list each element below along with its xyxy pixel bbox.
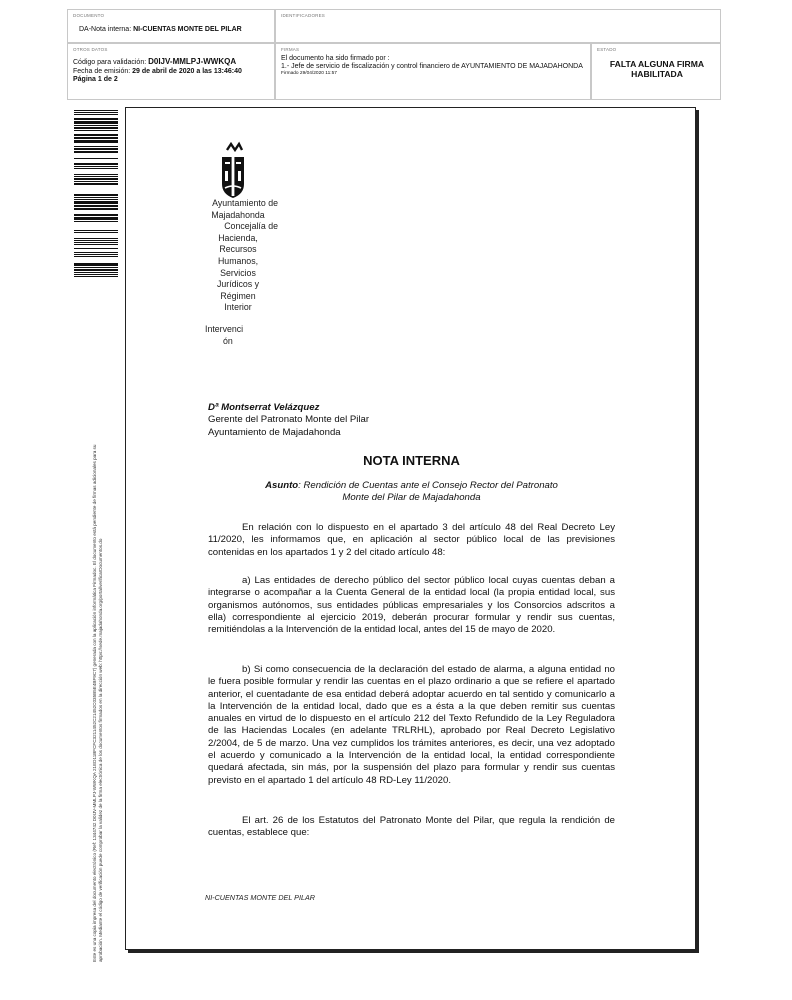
barcode-bar <box>74 274 118 275</box>
barcode-bar <box>74 263 118 266</box>
barcode-bar <box>74 208 118 210</box>
barcode-bar <box>74 130 118 131</box>
barcode-bar <box>74 112 118 113</box>
barcode-bar <box>74 158 118 159</box>
barcode-bar <box>74 197 118 198</box>
barcode-bar <box>74 118 118 120</box>
recipient-role: Gerente del Patronato Monte del Pilar <box>208 414 370 426</box>
barcode-bar <box>74 238 118 239</box>
identificadores-box <box>275 9 721 43</box>
barcode-bar <box>74 248 118 249</box>
paragraph-4: El art. 26 de los Estatutos del Patronato Monte del Pilar, que regula la rendición de cuentas, establece que: <box>208 815 615 839</box>
barcode-bar <box>74 230 118 231</box>
barcode-bar <box>74 214 118 216</box>
majadahonda-logo-icon <box>213 140 253 202</box>
pagina: Página 1 de 2 <box>73 76 118 84</box>
document-title: NOTA INTERNA <box>363 453 460 468</box>
barcode-bar <box>74 183 118 185</box>
verification-side-text: Este es una copia impresa del documento electrónico (Ref: 1344742 D0IJV-MMLPJ-WWKQA 21ED11BFCFC3211452C21452C035B5E4BF9C7) generada con la aplicación informática Firmadoc. El documento está pendiente de firmas adicionales para su aprobación. Mediante el código de verificación puede comprobar la validez de la firma electrónica de los documentos firmados en la dirección web: https://sede.majadahonda.org/portal/verificarDocumentos.do <box>92 444 104 962</box>
barcode-bar <box>74 148 118 150</box>
footer-note: NI-CUENTAS MONTE DEL PILAR <box>205 893 315 902</box>
barcode-bar <box>74 269 118 271</box>
documento-label: DOCUMENTO <box>73 13 105 18</box>
barcode-bar <box>74 174 118 175</box>
barcode-bar <box>74 166 118 167</box>
barcode-bar <box>74 267 118 268</box>
barcode-bar <box>74 181 118 182</box>
barcode-bar <box>74 168 118 169</box>
department-sidebar: Ayuntamiento de Majadahonda Concejalía de Hacienda, Recursos Humanos, Servicios Jurídicos y Régimen Interior <box>211 198 278 313</box>
documento-value: DA-Nota interna: NI-CUENTAS MONTE DEL PILAR <box>79 26 242 33</box>
barcode-bar <box>74 252 118 253</box>
subject-block: Asunto: Rendición de Cuentas ante el Consejo Rector del Patronato Monte del Pilar de Majadahonda <box>265 480 558 504</box>
barcode-bar <box>74 146 118 147</box>
otros-datos-box <box>67 43 275 100</box>
codigo-validacion: Código para validación: D0IJV-MMLPJ-WWKQA <box>73 57 237 66</box>
recipient-block <box>208 402 615 439</box>
barcode-bar <box>74 232 118 233</box>
barcode-bar <box>74 114 118 115</box>
barcode-bar <box>74 134 118 136</box>
recipient-org: Ayuntamiento de Majadahonda <box>208 426 341 438</box>
intervencion-label: Intervenci ón <box>205 324 244 346</box>
barcode-bar <box>74 242 118 243</box>
barcode-bar <box>74 272 118 273</box>
identificadores-label: IDENTIFICADORES <box>281 13 326 18</box>
barcode-bar <box>74 137 118 139</box>
barcode-bar <box>74 176 118 177</box>
documento-box <box>67 9 275 43</box>
barcode-bar <box>74 151 118 153</box>
barcode-bar <box>74 256 118 257</box>
barcode-bar <box>74 178 118 180</box>
subject-label: Asunto <box>265 480 299 491</box>
validation-info <box>73 58 242 85</box>
barcode-bar <box>74 199 118 200</box>
barcode-bar <box>74 163 118 165</box>
barcode-bar <box>74 125 118 126</box>
barcode-bar <box>74 201 118 204</box>
barcode-bar <box>74 254 118 255</box>
barcode-bar <box>74 240 118 241</box>
estado-value: FALTA ALGUNA FIRMA HABILITADA <box>609 59 705 80</box>
barcode-bar <box>74 276 118 277</box>
barcode-bar <box>74 217 118 220</box>
barcode-bar <box>74 140 118 143</box>
firmas-box <box>275 43 591 100</box>
estado-box <box>591 43 721 100</box>
estado-label: ESTADO <box>597 47 617 52</box>
barcode-bar <box>74 121 118 124</box>
barcode-bar <box>74 205 118 207</box>
fecha-emision: Fecha de emisión: 29 de abril de 2020 a las 13:46:40 <box>73 67 242 75</box>
barcode-bar <box>74 244 118 245</box>
barcode-bar <box>74 221 118 222</box>
firmas-label: FIRMAS <box>281 47 300 52</box>
paragraph-a: a) Las entidades de derecho público del sector público local cuyas cuentas deban a integrarse o acompañar a la Cuenta General de la entidad local (la propia entidad local, sus organismos autónomos, sus entidades públicas empresariales y los Consorcios adscritos a ella) correspondiente al ejercicio 2019, deberán procurar formular y rendir sus cuentas, remitiéndolas a la Intervención de la entidad local, antes del 15 de mayo de 2020. <box>208 575 615 636</box>
otros-datos-label: OTROS DATOS <box>73 47 108 52</box>
barcode-bar <box>74 194 118 196</box>
paragraph-b: b) Si como consecuencia de la declaración del estado de alarma, a alguna entidad no le fuera posible formular y rendir las cuentas en el plazo ordinario a que se refiere el apartado anterior, el cuentadante de esa entidad deberá adoptar acuerdo en tal sentido y comunicarlo a la Intervención de la entidad local, dado que es a ésta a la que deben remitir sus cuentas anuales en virtud de lo dispuesto en el artículo 212 del Texto Refundido de la Ley Reguladora de las Haciendas Locales (en adelante TRLRHL), aprobado por Real Decreto Legislativo 2/2004, de 5 de marzo. Una vez cumplidos los trámites anteriores, es decir, una vez adoptado el acuerdo y comunicado a la Intervención de la entidad local, la entidad correspondiente quedará afectada, sin más, por la suspensión del plazo para formular y rendir sus cuentas previsto en el apartado 1 del artículo 48 RD-Ley 11/2020. <box>208 664 615 786</box>
paragraph-1: En relación con lo dispuesto en el apartado 3 del artículo 48 del Real Decreto Ley 11/2020, les informamos que, en aplicación al sector público local de las previsiones contenidas en los apartados 1 y 2 del citado artículo 48: <box>208 522 615 558</box>
barcode <box>74 110 118 278</box>
barcode-bar <box>74 127 118 129</box>
firmas-content: El documento ha sido firmado por : 1.- Jefe de servicio de fiscalización y control financiero de AYUNTAMIENTO DE MAJADAHONDA Firmado 29/04/2020 11:57 <box>281 55 583 76</box>
recipient-name: Dª Montserrat Velázquez <box>208 402 320 413</box>
barcode-bar <box>74 110 118 111</box>
